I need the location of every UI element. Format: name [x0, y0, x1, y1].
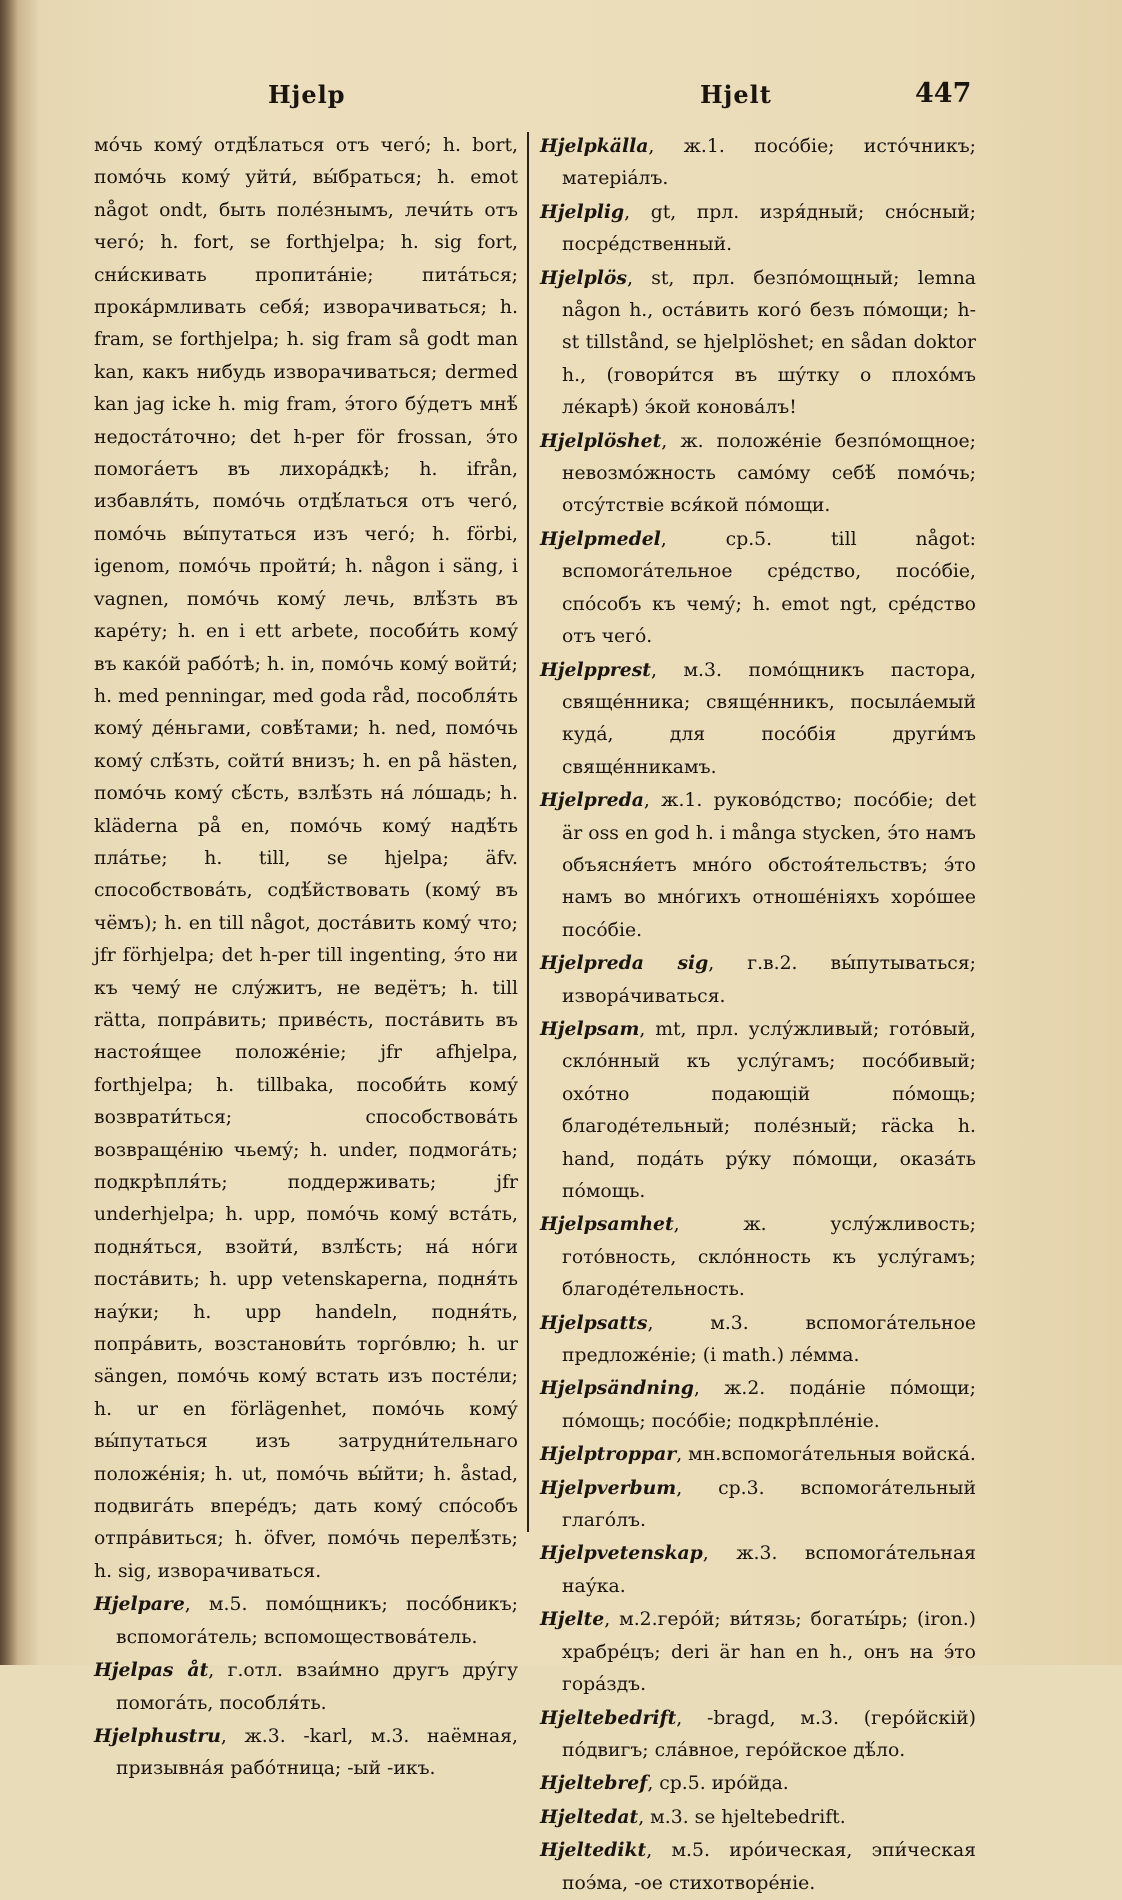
- dictionary-entry: [540, 654, 976, 785]
- entry-headword: Hjelphustru: [94, 1724, 221, 1747]
- entry-headword: Hjelpvetenskap: [540, 1542, 703, 1565]
- dictionary-entry: [540, 784, 976, 947]
- entry-headword: Hjelpsamhet: [540, 1213, 674, 1236]
- entry-definition: , ж. услу́жливость; гото́вность, скло́нность къ услу́гамъ; благоде́тельность.: [562, 1214, 976, 1301]
- entry-definition: , st, прл. безпо́мощный; lemna någon h., оста́вить кого́ безъ по́мощи; h-st tillstånd, se hjelplöshet; en sådan doktor h., (говори́тся въ шу́тку о плохо́мъ ле́карѣ) э́кой конова́лъ!: [562, 267, 976, 419]
- entry-definition: , г.в.2. вы́путываться; извора́чиваться.: [562, 953, 976, 1007]
- entry-headword: Hjeltedikt: [540, 1839, 647, 1862]
- entry-headword: Hjelpare: [94, 1593, 185, 1616]
- entry-headword: Hjelpreda: [540, 789, 644, 812]
- dictionary-entry: [540, 1537, 976, 1603]
- left-column: [94, 130, 518, 1786]
- entry-headword: Hjelpmedel: [540, 527, 661, 550]
- entry-headword: Hjelpprest: [540, 658, 651, 681]
- entry-headword: Hjelplös: [540, 266, 627, 289]
- dictionary-entry: [94, 1720, 518, 1786]
- entry-headword: Hjelpsam: [540, 1017, 640, 1040]
- entry-definition: , мн.вспомога́тельныя войска́.: [676, 1444, 976, 1466]
- dictionary-entry: [540, 1767, 976, 1800]
- dictionary-entry: [540, 947, 976, 1013]
- entry-headword: Hjelpverbum: [540, 1476, 677, 1499]
- dictionary-entry: [540, 523, 976, 654]
- dictionary-entry: [540, 1603, 976, 1701]
- entry-definition: , м.2.геро́й; ви́тязь; богаты́рь; (iron.) храбре́цъ; deri är han en h., онъ на э́то гора́здъ.: [562, 1609, 976, 1696]
- entry-definition: , м.3. se hjeltebedrift.: [638, 1806, 846, 1828]
- entry-headword: Hjelte: [540, 1608, 605, 1631]
- entry-headword: Hjelplöshet: [540, 429, 662, 452]
- entry-definition: , м.3. помо́щникъ пастора, свяще́нника; свяще́нникъ, посыла́емый куда́, для посо́бія други́мъ свяще́нникамъ.: [562, 659, 976, 778]
- dictionary-entry: [540, 1013, 976, 1208]
- dictionary-entry: [540, 262, 976, 425]
- entry-definition: , ср.3. вспомога́тельный глаго́лъ.: [562, 1477, 976, 1532]
- entry-definition: , ж.3. -karl, м.3. наёмная, призывна́я рабо́тница; -ый -икъ.: [116, 1725, 518, 1780]
- entry-definition: , ср.5. иро́йда.: [647, 1773, 789, 1795]
- entry-definition: , -bragd, м.3. (геро́йскій) по́двигъ; сла́вное, геро́йское дѣ́ло.: [562, 1707, 976, 1761]
- entry-headword: Hjelpsändning: [540, 1377, 694, 1400]
- entry-headword: Hjeltedat: [540, 1805, 639, 1828]
- entry-definition: , ж.1. руково́дство; посо́біе; det är oss en god h. i många stycken, э́то намъ объясня́етъ мно́го обстоя́тельствъ; э́то намъ во мно́гихъ отноше́ніяхъ хоро́шее посо́біе.: [562, 790, 976, 941]
- entry-definition: , г.отл. взаи́мно другъ дру́гу помога́ть, пособля́ть.: [116, 1660, 518, 1714]
- entry-headword: Hjelplig: [540, 200, 625, 223]
- dictionary-entry: [540, 425, 976, 523]
- entry-definition: , mt, прл. услу́жливый; гото́вый, скло́нный къ услу́гамъ; посо́бивый; охо́тно подающій по́мощь; благоде́тельный; поле́зный; räcka h. hand, пода́ть ру́ку по́мощи, оказа́ть по́мощь.: [562, 1018, 976, 1202]
- page-header: [0, 70, 1122, 120]
- dictionary-entry: [540, 130, 976, 196]
- dictionary-entry: [540, 1801, 976, 1834]
- entry-definition: , ж. положе́ніе безпо́мощное; невозмо́жность само́му себѣ́ помо́чь; отсу́тствіе вся́кой по́мощи.: [562, 430, 976, 517]
- dictionary-entry: [540, 1372, 976, 1438]
- entry-definition: , ж.3. вспомога́тельная нау́ка.: [562, 1543, 976, 1597]
- dictionary-entry: [94, 1654, 518, 1720]
- entry-definition: , ср.5. till något: вспомога́тельное сре́дство, посо́біе, спо́собъ къ чему́; h. emot ngt, сре́дство отъ чего́.: [562, 528, 976, 648]
- dictionary-entry: [540, 1702, 976, 1768]
- left-running-head: Hjelp: [268, 80, 346, 109]
- dictionary-entry: [94, 130, 518, 1588]
- entry-definition: , м.5. помо́щникъ; посо́бникъ; вспомога́тель; вспомоществова́тель.: [116, 1594, 518, 1648]
- column-divider: [527, 132, 529, 1532]
- dictionary-entry: [94, 1588, 518, 1654]
- right-running-head: Hjelt: [700, 80, 772, 109]
- entry-definition: мо́чь кому́ отдѣ́латься отъ чего́; h. bort, помо́чь кому́ уйти́, вы́браться; h. emot något ondt, быть поле́знымъ, лечи́ть отъ чего́; h. fort, se forthjelpa; h. sig fort, сни́скивать пропита́ніе; пита́ться; прока́рмливать себя́; изворачиваться; h. fram, se forthjelpa; h. sig fram så godt man kan, какъ нибудь изворачиваться; dermed kan jag icke h. mig fram, э́того бу́детъ мнѣ́ недоста́точно; det h-per för frossan, э́то помога́етъ въ лихора́дкѣ; h. ifrån, избавля́ть, помо́чь отдѣ́латься отъ чего́, помо́чь вы́путаться изъ чего́; h. förbi, igenom, помо́чь пройти́; h. någon i säng, i vagnen, помо́чь кому́ лечь, влѣ́зть въ каре́ту; h. en i ett arbete, пособи́ть кому́ въ како́й рабо́тѣ; h. in, помо́чь кому́ войти́; h. med penningar, med goda råd, пособля́ть кому́ де́ньгами, совѣ́тами; h. ned, помо́чь кому́ слѣ́зть, сойти́ внизъ; h. en på hästen, помо́чь кому́ сѣ́сть, взлѣ́зть на́ ло́шадь; h. kläderna på en, помо́чь кому́ надѣ́ть пла́тье; h. till, se hjelpa; äfv. способствова́ть, содѣ́йствовать (кому́ въ чёмъ); h. en till något, доста́вить кому́ что; jfr förhjelpa; det h-per till ingenting, э́то ни къ чему́ не слу́житъ, не ведётъ; h. till rätta, попра́вить; приве́сть, поста́вить въ настоя́щее положе́ніе; jfr afhjelpa, forthjelpa; h. tillbaka, пособи́ть кому́ возврати́ться; способствова́ть возвраще́нію чьему́; h. under, подмога́ть; подкрѣпля́ть; поддерживать; jfr underhjelpa; h. upp, помо́чь кому́ вста́ть, подня́ться, взойти́, взлѣ́сть; на́ но́ги поста́вить; h. upp vetenskaperna, подня́ть нау́ки; h. upp handeln, подня́ть, попра́вить, возстанови́ть торго́влю; h. ur sängen, помо́чь кому́ встать изъ посте́ли; h. ur en förlägenhet, помо́чь кому́ вы́путаться изъ затрудни́тельнаго положе́нія; h. ut, помо́чь вы́йти; h. åstad, подвига́ть впере́дъ; дать кому́ спо́собъ отпра́виться; h. öfver, помо́чь перелѣ́зть; h. sig, изворачиваться.: [94, 135, 518, 1582]
- dictionary-entry: [540, 1472, 976, 1538]
- entry-definition: , ж.1. посо́біе; исто́чникъ; матеріа́лъ.: [562, 136, 976, 190]
- entry-headword: Hjeltebref: [540, 1772, 648, 1795]
- right-column: [540, 130, 976, 1900]
- dictionary-entry: [540, 1307, 976, 1373]
- dictionary-entry: [540, 196, 976, 262]
- page-number: 447: [915, 78, 972, 109]
- entry-definition: , м.3. вспомога́тельное предложе́ніе; (i math.) ле́мма.: [562, 1312, 976, 1367]
- entry-headword: Hjelptroppar: [540, 1443, 677, 1466]
- entry-headword: Hjelpsatts: [540, 1311, 648, 1334]
- entry-headword: Hjelpkälla: [540, 135, 649, 157]
- entry-definition: , gt, прл. изря́дный; сно́сный; посре́дственный.: [562, 201, 976, 256]
- entry-headword: Hjelpreda sig: [540, 952, 709, 975]
- entry-definition: , ж.2. пода́ніе по́мощи; по́мощь; посо́біе; подкрѣпле́ніе.: [562, 1378, 976, 1432]
- entry-headword: Hjeltebedrift: [540, 1706, 677, 1729]
- entry-definition: , м.5. иро́ическая, эпи́ческая поэ́ма, -ое стихотворе́ніе.: [562, 1840, 976, 1894]
- dictionary-entry: [540, 1208, 976, 1306]
- dictionary-entry: [540, 1834, 976, 1900]
- dictionary-entry: [540, 1438, 976, 1471]
- entry-headword: Hjelpas åt: [94, 1659, 209, 1682]
